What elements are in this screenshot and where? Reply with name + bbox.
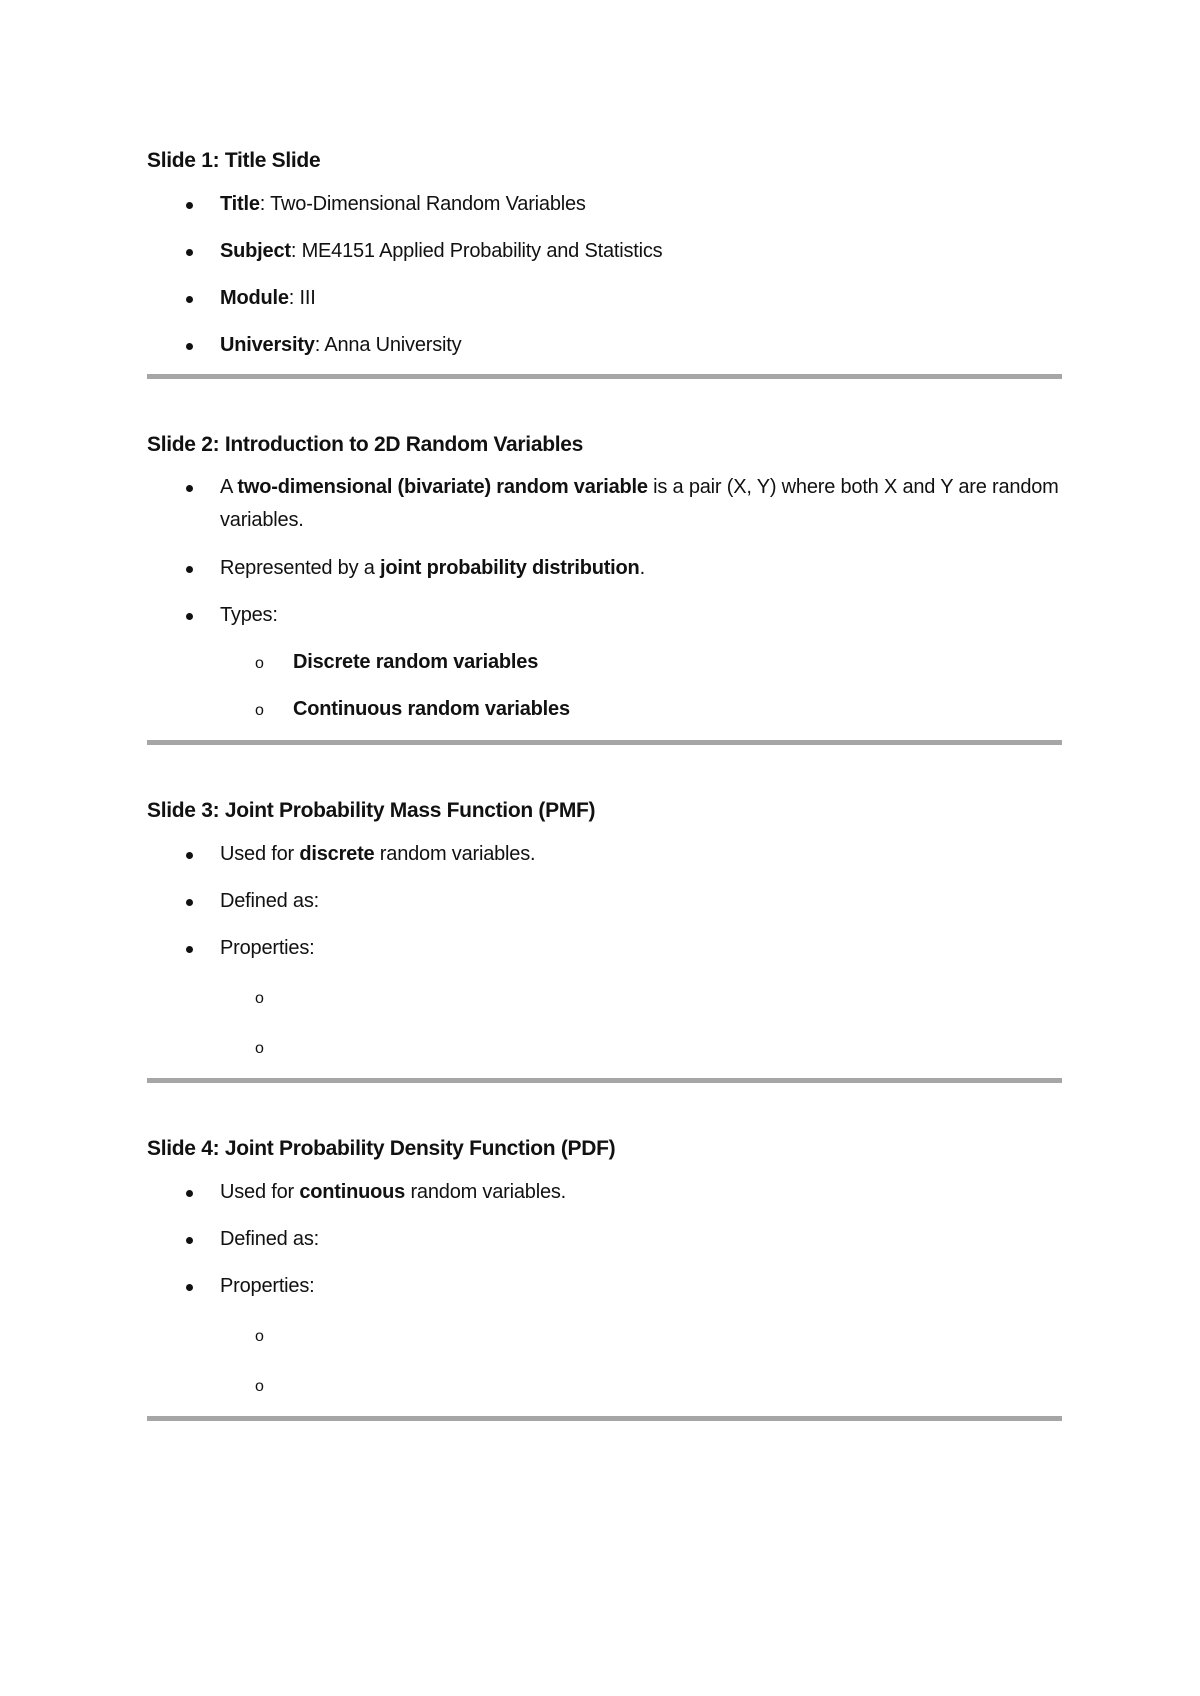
list-item (147, 329, 1062, 362)
list-item (147, 1176, 1062, 1209)
list-item (147, 188, 1062, 221)
slide-2-title: Slide 2: Introduction to 2D Random Variables (147, 433, 584, 456)
slide-3-title: Slide 3: Joint Probability Mass Function (PMF) (147, 799, 596, 822)
item-text: Properties: (220, 937, 315, 959)
item-text: random variables. (405, 1181, 567, 1203)
item-text: Two-Dimensional Random Variables (270, 193, 586, 215)
item-emphasis: discrete (299, 843, 375, 865)
item-emphasis: continuous (299, 1181, 406, 1203)
list-item (147, 471, 1062, 537)
item-separator: : (288, 287, 300, 309)
item-label: Subject (220, 240, 291, 262)
bullet-icon (186, 343, 193, 350)
list-item (147, 1270, 1062, 1303)
circle-bullet-icon: o (255, 655, 264, 672)
item-text: Represented by a (220, 557, 381, 579)
horizontal-rule (147, 740, 1062, 745)
item-text: is a pair (X, Y) where both X and Y are random variables. (220, 476, 1059, 531)
bullet-icon (186, 249, 193, 256)
item-text: A (220, 476, 238, 498)
bullet-icon (186, 852, 193, 859)
slide-1-list (147, 188, 1062, 362)
slide-4-section (147, 1128, 1062, 1421)
slide-2-section (147, 424, 1062, 745)
item-label: Module (220, 287, 289, 309)
item-separator: : (290, 240, 302, 262)
sub-list-item (147, 693, 1062, 726)
bullet-icon (186, 946, 193, 953)
item-text: Types: (220, 604, 278, 626)
slide-4-title: Slide 4: Joint Probability Density Function (PDF) (147, 1137, 616, 1160)
item-label: University (220, 334, 315, 356)
list-item (147, 932, 1062, 965)
circle-bullet-icon: o (255, 1040, 264, 1057)
circle-bullet-icon: o (255, 702, 264, 719)
sub-item-text: Continuous random variables (293, 698, 570, 720)
bullet-icon (186, 613, 193, 620)
list-item (147, 885, 1062, 918)
sub-list-item (147, 1319, 1062, 1352)
slide-3-section (147, 790, 1062, 1083)
sub-list-item (147, 1031, 1062, 1064)
slide-3-list (147, 838, 1062, 1064)
item-text: Defined as: (220, 1228, 319, 1250)
document-page (147, 140, 1062, 1421)
sub-item-text: Discrete random variables (293, 651, 539, 673)
circle-bullet-icon: o (255, 990, 264, 1007)
item-text: ME4151 Applied Probability and Statistics (301, 240, 663, 262)
slide-4-list (147, 1176, 1062, 1402)
bullet-icon (186, 202, 193, 209)
list-item (147, 1223, 1062, 1256)
list-item (147, 552, 1062, 585)
bullet-icon (186, 1237, 193, 1244)
bullet-icon (186, 1284, 193, 1291)
list-item (147, 599, 1062, 632)
list-item (147, 838, 1062, 871)
bullet-icon (186, 566, 193, 573)
sub-list-item (147, 1369, 1062, 1402)
item-separator: : (259, 193, 271, 215)
sub-list-item (147, 981, 1062, 1014)
horizontal-rule (147, 1416, 1062, 1421)
item-text: random variables. (374, 843, 536, 865)
bullet-icon (186, 1190, 193, 1197)
horizontal-rule (147, 374, 1062, 379)
item-text: Defined as: (220, 890, 319, 912)
item-text: Used for (220, 1181, 300, 1203)
item-separator: : (314, 334, 325, 356)
slide-1-title: Slide 1: Title Slide (147, 149, 321, 172)
sub-list-item (147, 646, 1062, 679)
item-text: Anna University (324, 334, 462, 356)
slide-2-list (147, 471, 1062, 726)
item-text: Used for (220, 843, 300, 865)
bullet-icon (186, 899, 193, 906)
item-label: Title (220, 193, 260, 215)
circle-bullet-icon: o (255, 1378, 264, 1395)
slide-1-section (147, 140, 1062, 379)
circle-bullet-icon: o (255, 1328, 264, 1345)
item-text: . (639, 557, 645, 579)
bullet-icon (186, 485, 193, 492)
item-text: III (299, 287, 316, 309)
list-item (147, 235, 1062, 268)
bullet-icon (186, 296, 193, 303)
item-emphasis: two-dimensional (bivariate) random variable (237, 476, 648, 498)
item-emphasis: joint probability distribution (380, 557, 640, 579)
item-text: Properties: (220, 1275, 315, 1297)
list-item (147, 282, 1062, 315)
horizontal-rule (147, 1078, 1062, 1083)
